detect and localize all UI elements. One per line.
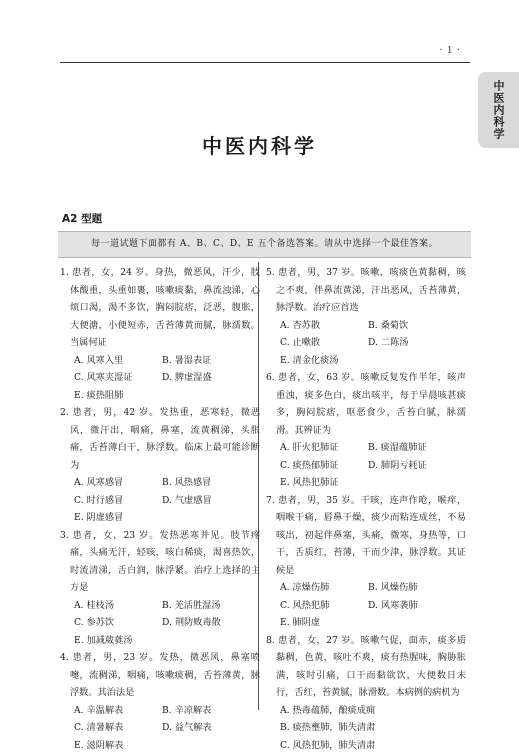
question-2 bbox=[60, 404, 260, 527]
left-column bbox=[60, 264, 260, 754]
question-stem: 1. 患者，女，24 岁。身热，微恶风，汗少，肢体酸重，头重如裹，咳嗽痰黏，鼻流浊涕，心烦口渴，渴不多饮，胸闷脘痞，泛恶，腹胀，大便溏，小便短赤，舌苔薄黄而腻，脉濡数。当属何证 bbox=[60, 264, 260, 352]
option-e: E. 加减葳蕤汤 bbox=[74, 632, 162, 650]
question-6 bbox=[266, 369, 466, 492]
option-e: E. 清金化痰汤 bbox=[280, 352, 368, 370]
side-tab-label: 中医内科学 bbox=[478, 80, 519, 140]
option-e: E. 阴虚感冒 bbox=[74, 509, 162, 527]
option-b: B. 风燥伤肺 bbox=[368, 579, 468, 597]
option-b: B. 风热感冒 bbox=[162, 474, 262, 492]
page-number: · 1 · bbox=[421, 45, 461, 56]
question-8 bbox=[266, 632, 466, 754]
option-e: E. 肺阴虚 bbox=[280, 614, 368, 632]
option-b: B. 暑湿表证 bbox=[162, 352, 262, 370]
question-7 bbox=[266, 492, 466, 632]
question-5 bbox=[266, 264, 466, 369]
question-1 bbox=[60, 264, 260, 404]
option-d: D. 肺阴亏耗证 bbox=[368, 457, 468, 475]
page-title: 中医内科学 bbox=[0, 130, 519, 159]
option-list bbox=[60, 474, 260, 527]
option-d: D. 荆防败毒散 bbox=[162, 614, 262, 632]
header-rule bbox=[60, 62, 470, 63]
option-list bbox=[266, 317, 466, 370]
option-list bbox=[266, 579, 466, 632]
question-stem: 4. 患者，男，23 岁。发热，微恶风，鼻塞喷嚏，流稠涕，咽痛，咳嗽痰稠，舌苔薄黄，脉浮数。其治法是 bbox=[60, 649, 260, 702]
question-stem: 2. 患者，男，42 岁。发热重，恶寒轻，微恶风，微汗出，咽痛，鼻塞，流黄稠涕，头胀痛，舌苔薄白干，脉浮数。临床上最可能诊断为 bbox=[60, 404, 260, 474]
option-d: D. 脾虚湿盛 bbox=[162, 369, 262, 387]
option-c: C. 痰热郁肺证 bbox=[280, 457, 368, 475]
question-4 bbox=[60, 649, 260, 754]
option-a: A. 风寒感冒 bbox=[74, 474, 162, 492]
option-d: D. 风寒袭肺 bbox=[368, 597, 468, 615]
option-b: B. 辛凉解表 bbox=[162, 702, 262, 720]
option-list bbox=[266, 439, 466, 492]
option-c: C. 参苏饮 bbox=[74, 614, 162, 632]
option-d: D. 气虚感冒 bbox=[162, 492, 262, 510]
question-stem: 5. 患者，男，37 岁。咳嗽，咳痰色黄黏稠，咳之不爽，伴鼻流黄涕，汗出恶风，舌苔薄黄，脉浮数。治疗应首选 bbox=[266, 264, 466, 317]
option-a: A. 辛温解表 bbox=[74, 702, 162, 720]
section-heading: A2 型题 bbox=[62, 211, 102, 226]
option-c: C. 时行感冒 bbox=[74, 492, 162, 510]
option-list bbox=[266, 702, 466, 754]
option-a: A. 桂枝汤 bbox=[74, 597, 162, 615]
option-e: E. 滋阴解表 bbox=[74, 737, 162, 754]
right-column bbox=[266, 264, 466, 754]
option-e: E. 痰热阻肺 bbox=[74, 387, 162, 405]
option-c: C. 清暑解表 bbox=[74, 719, 162, 737]
option-a: A. 风寒入里 bbox=[74, 352, 162, 370]
option-a: A. 肝火犯肺证 bbox=[280, 439, 368, 457]
option-a: A. 杏苏散 bbox=[280, 317, 368, 335]
option-b: B. 痰热壅肺，肺失清肃 bbox=[280, 719, 466, 737]
option-c: C. 风热犯肺，肺失清肃 bbox=[280, 737, 466, 754]
option-d: D. 益气解表 bbox=[162, 719, 262, 737]
option-list bbox=[60, 352, 260, 405]
option-list bbox=[60, 597, 260, 650]
option-c: C. 风热犯肺 bbox=[280, 597, 368, 615]
option-a: A. 热毒蕴肺，酿痰成痈 bbox=[280, 702, 466, 720]
option-b: B. 痰湿蕴肺证 bbox=[368, 439, 468, 457]
option-e: E. 风热犯肺证 bbox=[280, 474, 368, 492]
question-stem: 3. 患者，女，23 岁。发热恶寒并见。肢节疼痛，头痛无汗，轻咳，咳白稀痰，渴喜热饮，时流清涕，舌白润，脉浮紧。治疗上选择的主方是 bbox=[60, 527, 260, 597]
option-d: D. 二陈汤 bbox=[368, 334, 468, 352]
option-c: C. 风寒夹湿证 bbox=[74, 369, 162, 387]
question-stem: 8. 患者，女，27 岁。咳嗽气促，面赤，痰多质黏稠，色黄，咳吐不爽，痰有热腥味，胸胁胀满，咳时引痛，口干而黏欲饮，大便数日未行，舌红，苔黄腻，脉滑数。本病例的病机为 bbox=[266, 632, 466, 702]
question-stem: 7. 患者，男，35 岁。干咳，连声作呛，喉痒，咽喉干痛，唇鼻干燥，痰少而粘连成丝，不易咳出，初起伴鼻塞，头痛，微寒，身热等，口干，舌质红，苔薄，干而少津，脉浮数。其证候是 bbox=[266, 492, 466, 580]
option-c: C. 止嗽散 bbox=[280, 334, 368, 352]
option-b: B. 桑菊饮 bbox=[368, 317, 468, 335]
option-list bbox=[60, 702, 260, 754]
option-b: B. 羌活胜湿汤 bbox=[162, 597, 262, 615]
question-stem: 6. 患者，女，63 岁。咳嗽反复发作半年，咳声重浊，痰多色白，痰出咳平，每于早晨咳甚痰多，胸闷脘痞，呕恶食少，舌苔白腻，脉濡滑。其辨证为 bbox=[266, 369, 466, 439]
question-3 bbox=[60, 527, 260, 650]
instruction-box: 每一道试题下面都有 A、B、C、D、E 五个备选答案。请从中选择一个最佳答案。 bbox=[58, 231, 471, 258]
option-a: A. 凉燥伤肺 bbox=[280, 579, 368, 597]
